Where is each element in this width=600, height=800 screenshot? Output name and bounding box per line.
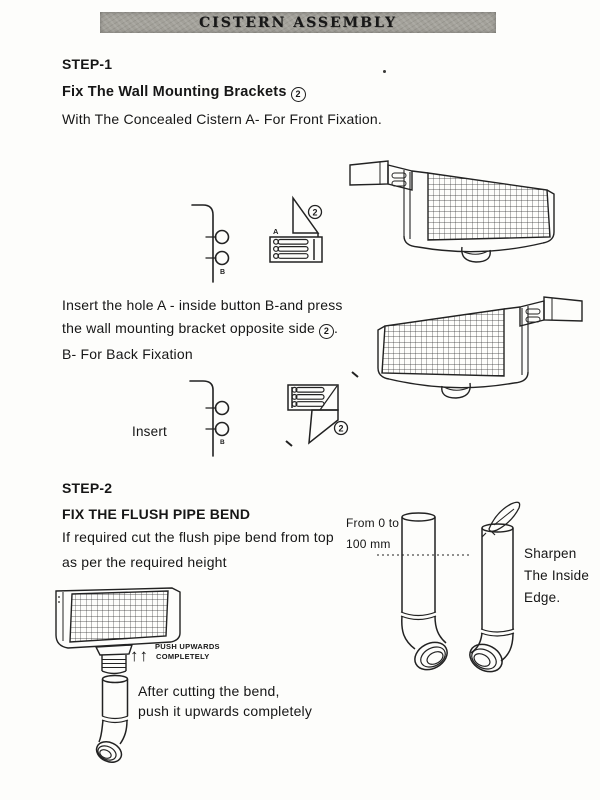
step1-title [62,84,306,102]
circled-2-label: 2 [338,423,344,434]
push-upwards-line-1: PUSH UPWARDS [155,642,220,651]
instruction-line-1: Insert the hole A - inside button B-and press [62,297,343,313]
circled-2-badge: 2 [319,324,334,339]
after-cut-line-2: push it upwards completely [138,703,313,719]
sharpen-line-2: The Inside [524,568,590,583]
step2-title: FIX THE FLUSH PIPE BEND [62,506,251,522]
step1-heading: STEP-1 [62,56,113,72]
flush-pipe-piece-diagram [88,666,168,771]
cistern-back-fixation-diagram [352,276,592,411]
step2-heading: STEP-2 [62,480,113,496]
sharpen-line-3: Edge. [524,590,561,605]
circled-2-label: 2 [312,207,318,218]
step1-title-text: Fix The Wall Mounting Brackets [62,84,287,100]
step2-line-2: as per the required height [62,554,227,570]
back-fixation-label: B- For Back Fixation [62,346,193,362]
instruction-period: . [333,320,339,336]
cistern-front-fixation-diagram [340,140,580,275]
push-upwards-line-2: COMPLETELY [156,652,210,661]
up-arrows-icon: ↑↑ [130,646,149,665]
after-cut-line-1: After cutting the bend, [138,683,280,699]
instruction-line-2 [62,320,338,339]
cistern-flush-pipe-diagram [42,583,192,678]
sharpen-line-1: Sharpen [524,546,577,561]
button-b-label: B [220,269,226,276]
instruction-line-2-text: the wall mounting bracket opposite side [62,320,315,336]
wall-bracket-back-diagram [282,370,362,465]
button-b-label: B [220,439,225,446]
step2-line-1: If required cut the flush pipe bend from top [62,529,334,545]
wall-bracket-front-diagram [255,190,345,275]
cut-range-line-2: 100 mm [346,537,391,551]
scan-speckle [383,70,386,73]
step1-subtitle: With The Concealed Cistern A- For Front Fixation. [62,111,382,127]
flush-pipe-cut-diagram [335,500,600,685]
bracket-hook-front-diagram [176,190,246,290]
header-bar [100,12,496,33]
page-title: CISTERN ASSEMBLY [199,14,397,31]
cut-range-line-1: From 0 to [346,516,400,530]
insert-label: Insert [132,424,167,439]
bracket-hook-back-diagram [176,372,246,467]
circled-2-badge: 2 [291,87,306,102]
hole-a-label: A [273,227,279,236]
